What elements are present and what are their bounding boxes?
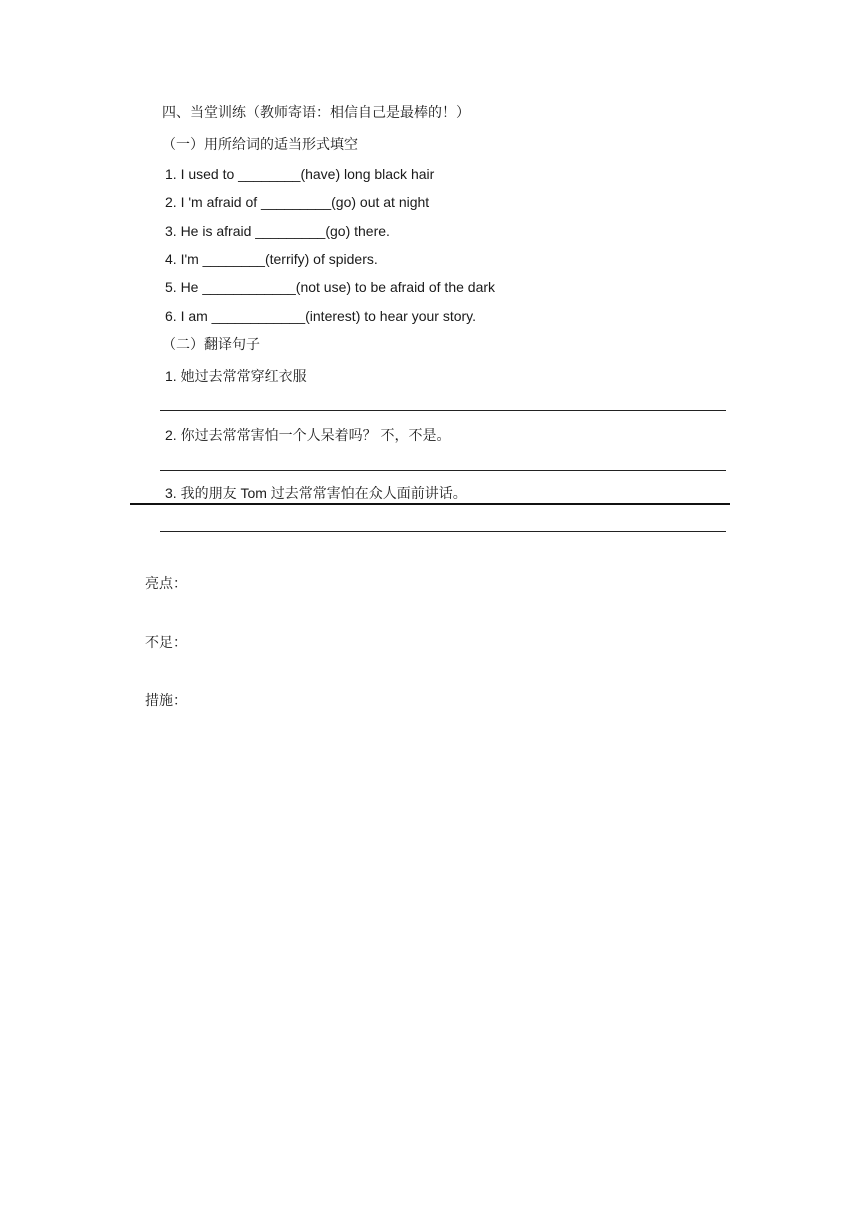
translate-item-1: 1. 她过去常常穿红衣服	[165, 368, 307, 384]
translate-item-2: 2. 你过去常常害怕一个人呆着吗？ 不，不是。	[165, 427, 451, 443]
fill-blank-item-6: 6. I am ____________(interest) to hear your story.	[165, 308, 477, 324]
highlights-label: 亮点：	[145, 576, 187, 592]
part2-heading: （二）翻译句子	[162, 337, 260, 353]
fill-blank-item-2: 2. I 'm afraid of _________(go) out at night	[165, 194, 430, 210]
fill-blank-item-5: 5. He ____________(not use) to be afraid of the dark	[165, 279, 496, 295]
part1-heading: （一）用所给词的适当形式填空	[162, 137, 358, 153]
section-heading: 四、当堂训练（教师寄语：相信自己是最棒的！）	[162, 105, 470, 121]
translate-item-3: 3. 我的朋友 Tom 过去常常害怕在众人面前讲话。	[165, 485, 467, 501]
measures-label: 措施：	[145, 693, 187, 709]
shortcomings-label: 不足：	[145, 635, 187, 651]
answer-line-1	[160, 410, 726, 411]
fill-blank-item-3: 3. He is afraid _________(go) there.	[165, 223, 390, 239]
fill-blank-item-4: 4. I'm ________(terrify) of spiders.	[165, 251, 378, 267]
section-divider	[130, 503, 730, 505]
answer-line-3	[160, 531, 726, 532]
answer-line-2	[160, 470, 726, 471]
fill-blank-item-1: 1. I used to ________(have) long black hair	[165, 166, 435, 182]
